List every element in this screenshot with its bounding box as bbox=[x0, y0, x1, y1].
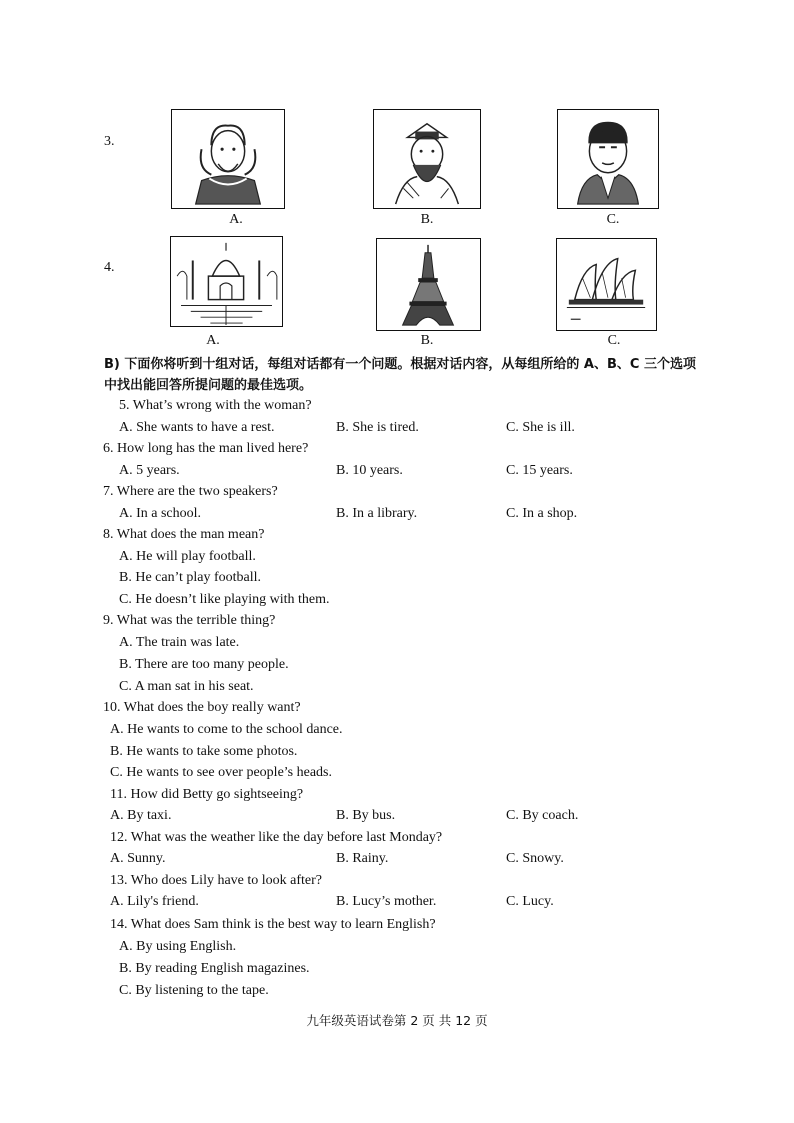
q10-option-c[interactable]: C. He wants to see over people’s heads. bbox=[110, 765, 332, 780]
q10-option-b[interactable]: B. He wants to take some photos. bbox=[110, 744, 298, 759]
question-7: 7. Where are the two speakers? bbox=[103, 484, 278, 499]
q4-option-b-image[interactable] bbox=[376, 238, 481, 331]
question-4-number: 4. bbox=[104, 260, 115, 275]
portrait-shakespeare-icon bbox=[172, 110, 284, 208]
q14-option-b[interactable]: B. By reading English magazines. bbox=[119, 961, 310, 976]
question-5: 5. What’s wrong with the woman? bbox=[119, 398, 312, 413]
q8-option-c[interactable]: C. He doesn’t like playing with them. bbox=[119, 592, 330, 607]
eiffel-tower-icon bbox=[377, 239, 480, 330]
question-13: 13. Who does Lily have to look after? bbox=[110, 873, 323, 888]
q7-option-a[interactable]: A. In a school. bbox=[119, 506, 202, 521]
q14-option-c[interactable]: C. By listening to the tape. bbox=[119, 983, 269, 998]
q14-option-a[interactable]: A. By using English. bbox=[119, 939, 237, 954]
q11-option-c[interactable]: C. By coach. bbox=[506, 808, 579, 823]
q6-option-b[interactable]: B. 10 years. bbox=[336, 463, 403, 478]
q3-option-b-image[interactable] bbox=[373, 109, 481, 209]
q4-label-c: C. bbox=[607, 333, 621, 348]
q8-option-a[interactable]: A. He will play football. bbox=[119, 549, 256, 564]
q3-label-c: C. bbox=[606, 212, 620, 227]
q12-option-b[interactable]: B. Rainy. bbox=[336, 851, 389, 866]
sydney-opera-house-icon bbox=[557, 239, 656, 330]
q11-option-a[interactable]: A. By taxi. bbox=[110, 808, 172, 823]
q12-option-c[interactable]: C. Snowy. bbox=[506, 851, 564, 866]
q9-option-b[interactable]: B. There are too many people. bbox=[119, 657, 289, 672]
q3-option-a-image[interactable] bbox=[171, 109, 285, 209]
page-footer: 九年级英语试卷第 2 页 共 12 页 bbox=[306, 1013, 488, 1028]
q13-option-b[interactable]: B. Lucy’s mother. bbox=[336, 894, 437, 909]
question-14: 14. What does Sam think is the best way to learn English? bbox=[110, 917, 436, 932]
q8-option-b[interactable]: B. He can’t play football. bbox=[119, 570, 262, 585]
q9-option-c[interactable]: C. A man sat in his seat. bbox=[119, 679, 254, 694]
q6-option-a[interactable]: A. 5 years. bbox=[119, 463, 180, 478]
question-6: 6. How long has the man lived here? bbox=[103, 441, 309, 456]
q4-label-a: A. bbox=[206, 333, 220, 348]
q7-option-b[interactable]: B. In a library. bbox=[336, 506, 418, 521]
q5-option-a[interactable]: A. She wants to have a rest. bbox=[119, 420, 275, 435]
question-9: 9. What was the terrible thing? bbox=[103, 613, 276, 628]
q4-option-c-image[interactable] bbox=[556, 238, 657, 331]
q3-label-a: A. bbox=[229, 212, 243, 227]
question-8: 8. What does the man mean? bbox=[103, 527, 265, 542]
portrait-modern-man-icon bbox=[558, 110, 658, 208]
q11-option-b[interactable]: B. By bus. bbox=[336, 808, 396, 823]
q13-option-a[interactable]: A. Lily's friend. bbox=[110, 894, 199, 909]
q6-option-c[interactable]: C. 15 years. bbox=[506, 463, 573, 478]
q12-option-a[interactable]: A. Sunny. bbox=[110, 851, 166, 866]
section-b-instruction: B) 下面你将听到十组对话，每组对话都有一个问题。根据对话内容，从每组所给的 A、B、C 三个选项中找出能回答所提问题的最佳选项。 bbox=[104, 357, 696, 393]
question-10: 10. What does the boy really want? bbox=[103, 700, 301, 715]
question-11: 11. How did Betty go sightseeing? bbox=[110, 787, 304, 802]
q3-label-b: B. bbox=[420, 212, 434, 227]
question-12: 12. What was the weather like the day before last Monday? bbox=[110, 830, 443, 845]
q4-label-b: B. bbox=[420, 333, 434, 348]
q5-option-b[interactable]: B. She is tired. bbox=[336, 420, 419, 435]
q13-option-c[interactable]: C. Lucy. bbox=[506, 894, 554, 909]
q9-option-a[interactable]: A. The train was late. bbox=[119, 635, 240, 650]
q3-option-c-image[interactable] bbox=[557, 109, 659, 209]
q10-option-a[interactable]: A. He wants to come to the school dance. bbox=[110, 722, 343, 737]
portrait-confucius-icon bbox=[374, 110, 480, 208]
q4-option-a-image[interactable] bbox=[170, 236, 283, 327]
q7-option-c[interactable]: C. In a shop. bbox=[506, 506, 578, 521]
taj-mahal-icon bbox=[171, 237, 282, 326]
q5-option-c[interactable]: C. She is ill. bbox=[506, 420, 575, 435]
question-3-number: 3. bbox=[104, 134, 115, 149]
